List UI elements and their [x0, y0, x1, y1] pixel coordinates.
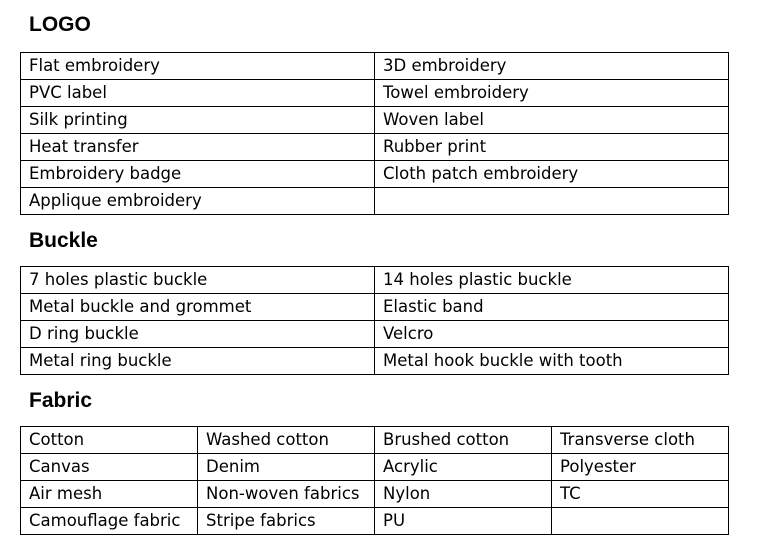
table-row: [21, 188, 729, 215]
table-row: [21, 481, 729, 508]
table-cell: Rubber print: [375, 134, 729, 161]
table-cell: Polyester: [552, 454, 729, 481]
table-row: [21, 348, 729, 375]
table-cell: Elastic band: [375, 294, 729, 321]
table-cell: Silk printing: [21, 107, 375, 134]
table-cell: Heat transfer: [21, 134, 375, 161]
table-row: [21, 107, 729, 134]
table-cell: 7 holes plastic buckle: [21, 267, 375, 294]
table-cell: 14 holes plastic buckle: [375, 267, 729, 294]
table-row: [21, 267, 729, 294]
table-cell: Applique embroidery: [21, 188, 375, 215]
table-cell: Denim: [198, 454, 375, 481]
table-cell: Stripe fabrics: [198, 508, 375, 535]
table-cell: PU: [375, 508, 552, 535]
table-row: [21, 53, 729, 80]
table-cell: Metal hook buckle with tooth: [375, 348, 729, 375]
table-row: [21, 454, 729, 481]
table-cell: [375, 188, 729, 215]
table-cell: Flat embroidery: [21, 53, 375, 80]
table-cell: Cloth patch embroidery: [375, 161, 729, 188]
table-cell: Brushed cotton: [375, 427, 552, 454]
table-row: [21, 134, 729, 161]
buckle-heading: Buckle: [29, 229, 98, 252]
table-cell: Non-woven fabrics: [198, 481, 375, 508]
fabric-heading: Fabric: [29, 389, 93, 412]
table-cell: Metal buckle and grommet: [21, 294, 375, 321]
table-cell: D ring buckle: [21, 321, 375, 348]
table-cell: Air mesh: [21, 481, 198, 508]
table-cell: TC: [552, 481, 729, 508]
table-cell: PVC label: [21, 80, 375, 107]
table-row: [21, 161, 729, 188]
table-cell: Transverse cloth: [552, 427, 729, 454]
table-cell: Washed cotton: [198, 427, 375, 454]
table-cell: Metal ring buckle: [21, 348, 375, 375]
table-cell: Towel embroidery: [375, 80, 729, 107]
buckle-table: [20, 266, 729, 375]
table-row: [21, 508, 729, 535]
table-row: [21, 427, 729, 454]
table-row: [21, 321, 729, 348]
table-cell: Canvas: [21, 454, 198, 481]
logo-heading: LOGO: [29, 13, 91, 36]
fabric-table: [20, 426, 729, 535]
logo-table: [20, 52, 729, 215]
table-cell: [552, 508, 729, 535]
table-row: [21, 294, 729, 321]
table-cell: Acrylic: [375, 454, 552, 481]
table-cell: Woven label: [375, 107, 729, 134]
table-cell: Camouflage fabric: [21, 508, 198, 535]
table-row: [21, 80, 729, 107]
table-cell: Cotton: [21, 427, 198, 454]
table-cell: 3D embroidery: [375, 53, 729, 80]
table-cell: Nylon: [375, 481, 552, 508]
table-cell: Velcro: [375, 321, 729, 348]
table-cell: Embroidery badge: [21, 161, 375, 188]
